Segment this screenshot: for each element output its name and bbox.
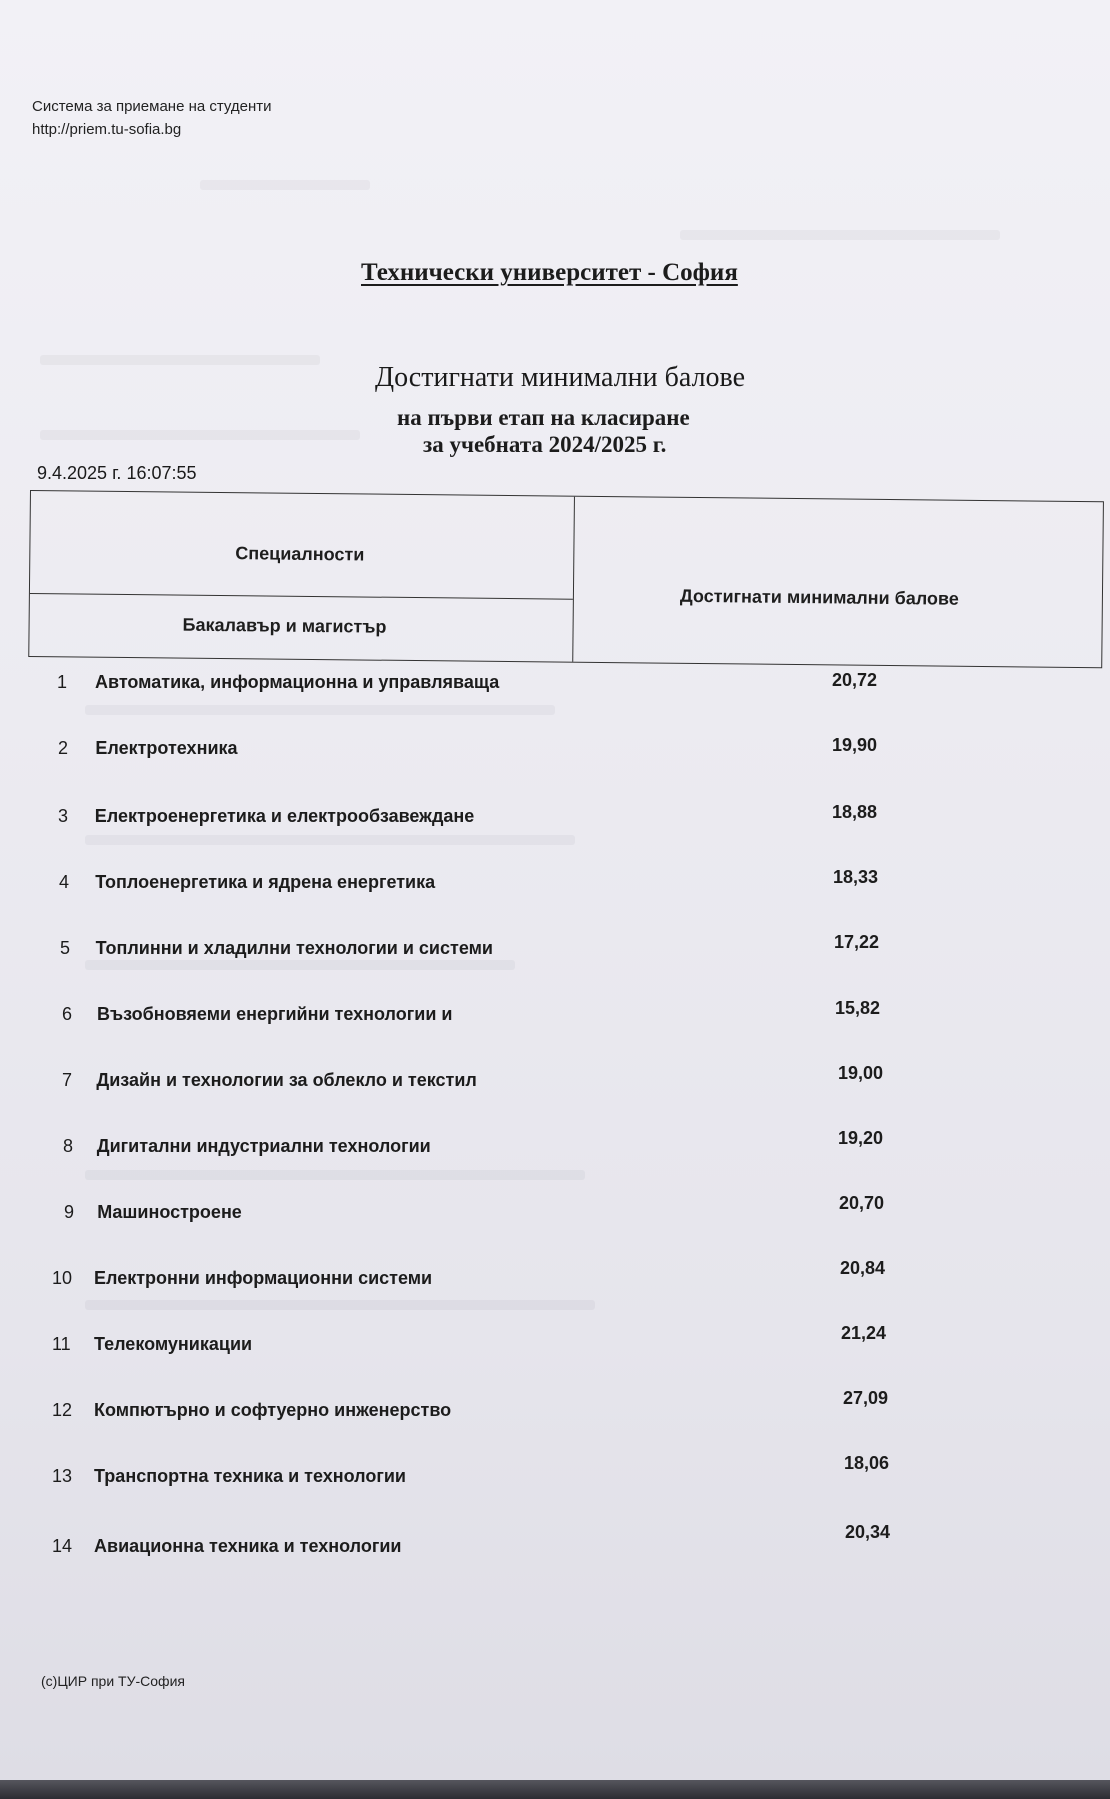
bleed-through: [40, 430, 360, 440]
row-specialty: Телекомуникации: [94, 1334, 253, 1354]
bleed-through: [200, 180, 370, 190]
row-specialty: Транспортна техника и технологии: [94, 1466, 406, 1486]
document-title: Достигнати минимални балове: [375, 362, 746, 393]
row-specialty: Топлинни и хладилни технологии и системи: [95, 938, 493, 958]
row-score: 21,24: [841, 1323, 887, 1343]
row-specialty: Дигитални индустриални технологии: [96, 1136, 431, 1156]
row-score: 19,00: [838, 1062, 884, 1083]
row-number: 2: [58, 738, 69, 758]
bleed-through: [85, 1300, 595, 1310]
row-number: 9: [64, 1202, 75, 1222]
table-header: [28, 490, 1104, 668]
row-number: 14: [52, 1536, 73, 1556]
page-header: [32, 95, 272, 141]
row-number: 12: [52, 1400, 73, 1420]
header-degree: Бакалавър и магистър: [182, 614, 387, 637]
header-scores: Достигнати минимални балове: [679, 585, 959, 609]
bleed-through: [85, 835, 575, 845]
row-score: 18,88: [832, 802, 878, 823]
row-score: 18,33: [833, 867, 879, 888]
row-score: 15,82: [835, 997, 881, 1018]
row-number: 13: [52, 1466, 73, 1486]
bleed-through: [85, 705, 555, 715]
page-footer: (c)ЦИР при ТУ-София: [41, 1673, 185, 1689]
system-name: Система за приемане на студенти: [32, 98, 272, 115]
row-number: 5: [60, 938, 71, 958]
bleed-through: [85, 1170, 585, 1180]
row-score: 27,09: [843, 1388, 889, 1409]
row-specialty: Електроенергетика и електрообзавеждане: [94, 806, 475, 826]
university-name: Технически университет - София: [361, 259, 738, 286]
table-divider-vertical: [572, 497, 575, 662]
row-score: 19,90: [832, 735, 878, 756]
row-specialty: Дизайн и технологии за облекло и текстил: [96, 1070, 477, 1090]
row-score: 20,72: [832, 670, 878, 690]
row-number: 10: [52, 1268, 73, 1288]
row-score: 20,70: [839, 1192, 885, 1213]
row-specialty: Електронни информационни системи: [94, 1268, 433, 1288]
row-specialty: Авиационна техника и технологии: [94, 1536, 402, 1556]
bleed-through: [85, 960, 515, 970]
row-score: 20,84: [840, 1257, 886, 1278]
document-subtitle-stage: на първи етап на класиране: [397, 405, 690, 430]
scan-edge: [0, 1780, 1110, 1799]
row-number: 1: [57, 672, 68, 692]
header-specialties: Специалности: [235, 543, 365, 565]
row-number: 6: [62, 1004, 73, 1024]
table-divider-horizontal: [30, 593, 573, 600]
bleed-through: [40, 355, 320, 365]
row-score: 19,20: [838, 1127, 884, 1148]
row-score: 18,06: [844, 1453, 890, 1474]
row-number: 4: [59, 872, 70, 892]
row-number: 11: [52, 1334, 71, 1354]
bleed-through: [680, 230, 1000, 240]
system-url: http://priem.tu-sofia.bg: [32, 121, 182, 138]
row-specialty: Топлоенергетика и ядрена енергетика: [95, 872, 436, 892]
row-number: 8: [63, 1136, 74, 1156]
row-specialty: Възобновяеми енергийни технологии и: [97, 1004, 453, 1024]
row-number: 7: [62, 1070, 73, 1090]
timestamp: 9.4.2025 г. 16:07:55: [37, 463, 197, 483]
row-specialty: Автоматика, информационна и управляваща: [95, 672, 500, 692]
row-specialty: Машиностроене: [97, 1202, 242, 1222]
row-specialty: Електротехника: [95, 738, 238, 758]
row-number: 3: [58, 806, 69, 826]
row-score: 20,34: [845, 1522, 891, 1543]
row-specialty: Компютърно и софтуерно инженерство: [94, 1400, 452, 1420]
row-score: 17,22: [834, 932, 880, 953]
document-subtitle-year: за учебната 2024/2025 г.: [423, 432, 667, 457]
